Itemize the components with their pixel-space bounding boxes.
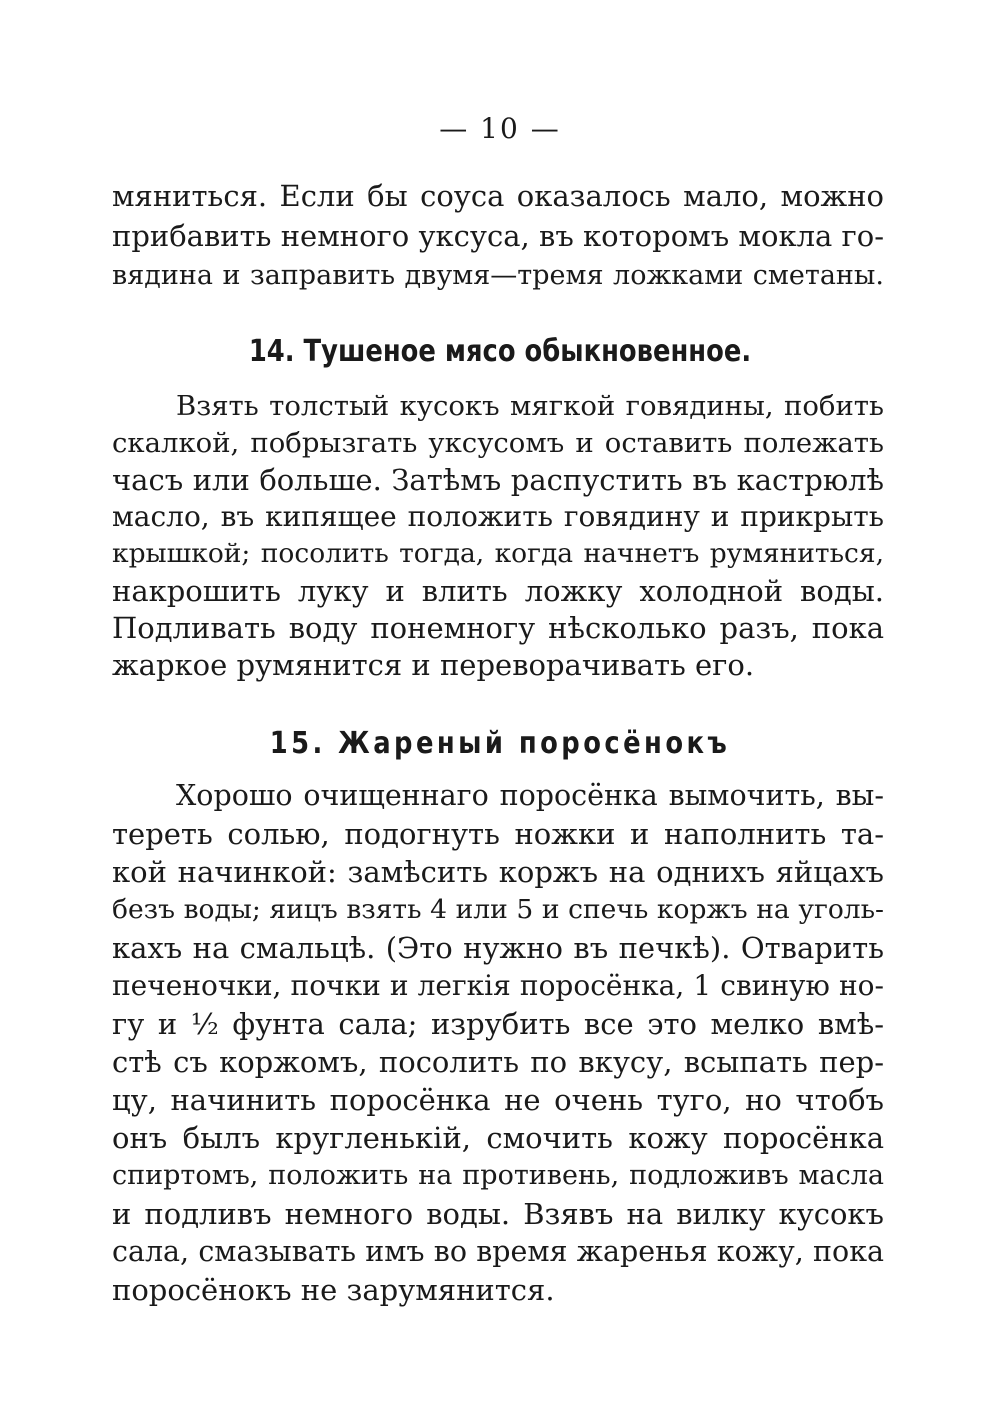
text-line: Взять толстый кусокъ мягкой говядины, побить: [176, 390, 884, 422]
text-line: скалкой, побрызгать уксусомъ и оставить полежать: [112, 427, 884, 459]
recipe-14-title: 14. Тушеное мясо обыкновенное.: [248, 334, 752, 369]
text-line: часъ или больше. Затѣмъ распустить въ кастрюлѣ: [112, 463, 884, 497]
text-line: крышкой; посолить тогда, когда начнетъ румяниться,: [112, 538, 884, 569]
text-line: жаркое румянится и переворачивать его.: [112, 648, 755, 682]
text-line: сала, смазывать имъ во время жаренья кожу, пока: [112, 1235, 884, 1268]
text-line: цу, начинить поросёнка не очень туго, но чтобъ: [112, 1083, 884, 1117]
text-line: масло, въ кипящее положить говядину и прикрыть: [112, 500, 884, 533]
text-line: накрошить луку и влить ложку холодной воды.: [112, 574, 884, 608]
text-line: и подливъ немного воды. Взявъ на вилку кусокъ: [112, 1197, 884, 1231]
text-line: мяниться. Если бы соуса оказалось мало, можно: [112, 179, 884, 213]
text-line: тереть солью, подогнуть ножки и наполнить та-: [112, 817, 884, 851]
text-line: гу и ½ фунта сала; изрубить все это мелко вмѣ-: [112, 1007, 884, 1041]
recipe-15-title: 15. Жареный поросёнокъ: [269, 726, 731, 761]
text-line: Хорошо очищеннаго поросёнка вымочить, вы-: [176, 779, 884, 812]
text-line: поросёнокъ не зарумянится.: [112, 1273, 555, 1307]
text-line: онъ былъ кругленькій, смочить кожу поросёнка: [112, 1121, 884, 1155]
text-line: безъ воды; яицъ взять 4 или 5 и спечь коржъ на уголь-: [112, 894, 884, 925]
page-number: — 10 —: [439, 112, 561, 145]
text-line: кой начинкой: замѣсить коржъ на однихъ яйцахъ: [112, 855, 884, 889]
text-line: стѣ съ коржомъ, посолить по вкусу, всыпать пер-: [112, 1045, 884, 1079]
text-line: вядина и заправить двумя—тремя ложками сметаны.: [112, 260, 884, 291]
text-line: печеночки, почки и легкія поросёнка, 1 свиную но-: [112, 969, 884, 1002]
text-line: спиртомъ, положить на противень, подложивъ масла: [112, 1160, 884, 1191]
text-line: прибавить немного уксуса, въ которомъ мокла го-: [112, 219, 884, 253]
text-line: кахъ на смальцѣ. (Это нужно въ печкѣ). Отварить: [112, 931, 884, 965]
text-line: Подливать воду понемногу нѣсколько разъ, пока: [112, 611, 884, 645]
